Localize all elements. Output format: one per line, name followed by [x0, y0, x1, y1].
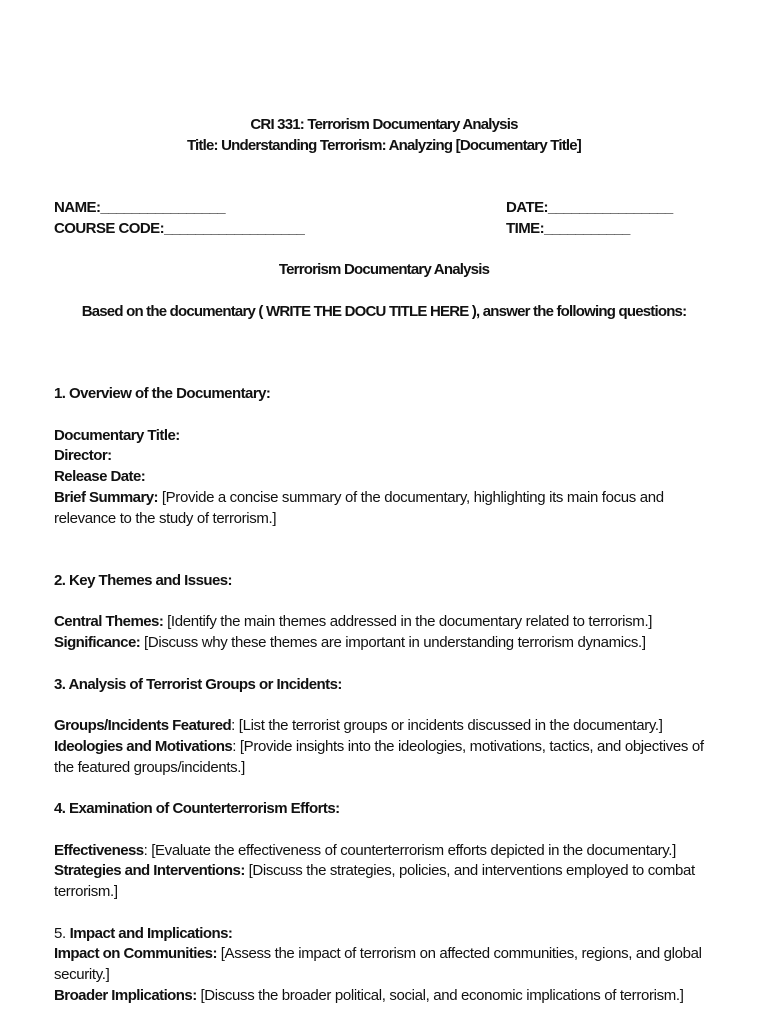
instruction: Based on the documentary ( WRITE THE DOCU TITLE HERE ), answer the following questions: [81, 303, 687, 320]
significance-label: Significance: [54, 634, 141, 651]
effectiveness [54, 840, 714, 861]
impact-label: Impact on Communities: [54, 945, 217, 962]
groups-label: Groups/Incidents Featured [54, 717, 232, 734]
strategies-label: Strategies and Interventions: [54, 862, 245, 879]
subtitle: Terrorism Documentary Analysis [278, 261, 490, 278]
course-code-field: COURSE CODE:__________________ [54, 220, 305, 237]
groups-text: : [List the terrorist groups or incidents discussed in the documentary.] [231, 717, 663, 734]
significance-text: [Discuss why these themes are important in understanding terrorism dynamics.] [140, 634, 646, 651]
section2-heading: 2. Key Themes and Issues: [54, 572, 232, 589]
section5-number: 5. [54, 925, 70, 942]
groups-incidents [54, 715, 714, 736]
section5-heading [54, 923, 232, 944]
documentary-title-label: Documentary Title: [54, 427, 180, 444]
central-themes-text: [Identify the main themes addressed in the documentary related to terrorism.] [163, 613, 653, 630]
effectiveness-text: : [Evaluate the effectiveness of counterterrorism efforts depicted in the documentary.] [143, 842, 676, 859]
significance [54, 632, 714, 653]
release-date-label: Release Date: [54, 468, 146, 485]
course-title: CRI 331: Terrorism Documentary Analysis [250, 116, 518, 133]
broader-label: Broader Implications: [54, 987, 197, 1004]
time-field: TIME:___________ [506, 220, 630, 237]
effectiveness-label: Effectiveness [54, 842, 144, 859]
broader-text: [Discuss the broader political, social, and economic implications of terrorism.] [196, 987, 684, 1004]
section3-heading: 3. Analysis of Terrorist Groups or Incidents: [54, 676, 342, 693]
brief-summary-text: [Provide a concise summary of the documentary, highlighting its main focus and relevance to the study of terrorism.] [54, 489, 664, 527]
date-field: DATE:________________ [506, 199, 673, 216]
name-field: NAME:________________ [54, 199, 226, 216]
strategies-interventions [54, 860, 714, 902]
section1-heading: 1. Overview of the Documentary: [54, 385, 271, 402]
impact-communities [54, 943, 714, 985]
document-title: Title: Understanding Terrorism: Analyzing [Documentary Title] [186, 137, 582, 154]
director-label: Director: [54, 447, 112, 464]
strategies-text: [Discuss the strategies, policies, and interventions employed to combat terrorism.] [54, 862, 695, 900]
broader-implications [54, 985, 714, 1006]
brief-summary [54, 487, 714, 529]
ideologies-motivations [54, 736, 714, 778]
ideologies-label: Ideologies and Motivations [54, 738, 233, 755]
central-themes [54, 611, 714, 632]
ideologies-text: : [Provide insights into the ideologies, motivations, tactics, and objectives of the featured groups/incidents.] [54, 738, 704, 776]
central-themes-label: Central Themes: [54, 613, 164, 630]
impact-text: [Assess the impact of terrorism on affected communities, regions, and global security.] [54, 945, 702, 983]
section5-heading-text: Impact and Implications: [69, 925, 233, 942]
section4-heading: 4. Examination of Counterterrorism Efforts: [54, 800, 340, 817]
brief-summary-label: Brief Summary: [54, 489, 159, 506]
